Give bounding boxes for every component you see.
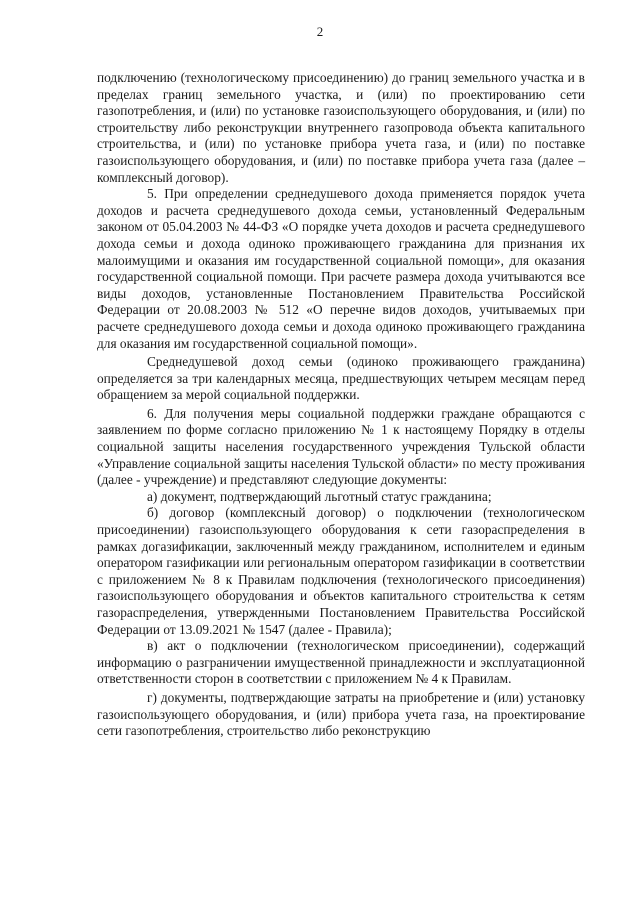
page-number: 2 [316,24,324,39]
document-body [97,70,585,740]
list-item-v: в) акт о подключении (технологическом присоединении), содержащий информацию о разграничении имущественной принадлежности и эксплуатационной ответственности сторон в соответствии с приложением № 4 к Правилам. [97,638,585,687]
paragraph-item-6: 6. Для получения меры социальной поддержки граждане обращаются с заявлением по форме согласно приложению № 1 к настоящему Порядку в отделы социальной защиты населения государственного учреждения Тульской области «Управление социальной защиты населения Тульской области» по месту проживания (далее - учреждение) и представляют следующие документы: [97,405,585,488]
paragraph-item-5: 5. При определении среднедушевого дохода применяется порядок учета доходов и расчета среднедушевого дохода семьи, установленный Федеральным законом от 05.04.2003 № 44-ФЗ «О порядке учета доходов и расчета среднедушевого дохода семьи и дохода одиноко проживающего гражданина для признания их малоимущими и оказания им государственной социальной помощи», для оказания государственной социальной помощи. При расчете размера дохода учитываются все виды доходов, установленные Постановлением Правительства Российской Федерации от 20.08.2003 № 512 «О перечне видов доходов, учитываемых при расчете среднедушевого дохода семьи и дохода одиноко проживающего гражданина для оказания им государственной социальной помощи». [97,186,585,351]
list-item-g: г) документы, подтверждающие затраты на приобретение и (или) установку газоиспользующего оборудования, и (или) прибора учета газа, на проектирование сети газопотребления, строительство либо реконструкцию [97,689,585,739]
paragraph-average-income: Среднедушевой доход семьи (одиноко проживающего гражданина) определяется за три календарных месяца, предшествующих четырем месяцам перед обращением за мерой социальной поддержки. [97,354,585,403]
paragraph-continuation: подключению (технологическому присоединению) до границ земельного участка и в пределах границ земельного участка, и (или) по проектированию сети газопотребления, и (или) по установке газоиспользующего оборудования, и (или) по строительству либо реконструкции внутреннего газопровода объекта капитального строительства, и (или) по установке прибора учета газа, и (или) по поставке газоиспользующего оборудования, и (или) по поставке прибора учета газа (далее – комплексный договор). [97,70,585,185]
list-item-b: б) договор (комплексный договор) о подключении (технологическом присоединении) газоиспользующего оборудования к сети газораспределения в рамках догазификации, заключенный между гражданином, исполнителем и единым оператором газификации или региональным оператором газификации в соответствии с приложением № 8 к Правилам подключения (технологического присоединения) газоиспользующего оборудования и объектов капитального строительства к сетям газораспределения, утвержденными Постановлением Правительства Российской Федерации от 13.09.2021 № 1547 (далее - Правила); [97,505,585,637]
list-item-a: а) документ, подтверждающий льготный статус гражданина; [147,488,492,504]
